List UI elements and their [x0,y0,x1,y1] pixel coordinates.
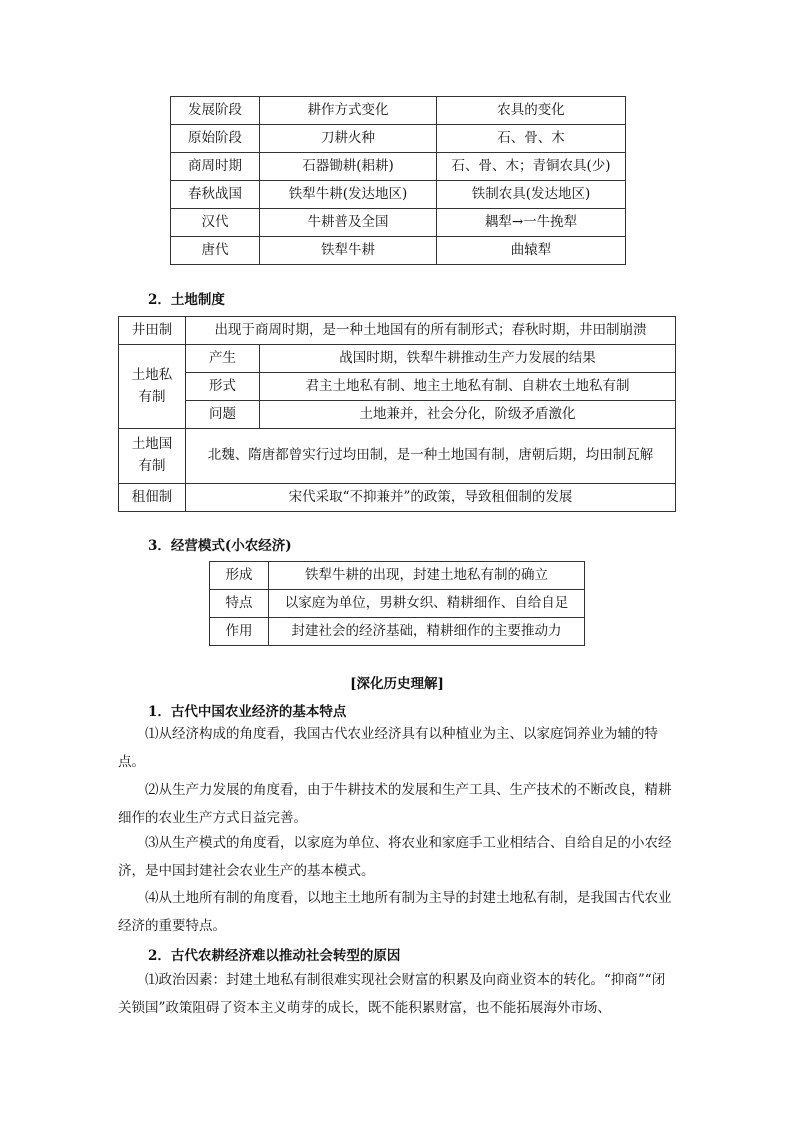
table-row [119,484,676,512]
row-label: 土地国有制 [119,429,186,484]
section-heading-land-system: 2．土地制度 [148,292,225,308]
table-row [119,373,676,401]
table-cell: 牛耕普及全国 [260,209,437,237]
table-cell: 耦犁→一牛挽犁 [437,209,626,237]
table-cell: 唐代 [171,237,260,265]
paragraph: ⑴从经济构成的角度看，我国古代农业经济具有以种植业为主、以家庭饲养业为辅的特点。 [118,726,658,770]
paragraph: ⑶从生产模式的角度看，以家庭为单位、将农业和家庭手工业相结合、自给自足的小农经济，是中国封建社会农业生产的基本模式。 [118,835,672,879]
land-system-table [118,316,676,512]
table-row [171,181,626,209]
table-row [210,562,585,590]
table-cell: 刀耕火种 [260,125,437,153]
row-label: 作用 [210,618,269,646]
sub-label: 问题 [186,401,260,429]
table-cell: 封建社会的经济基础，精耕细作的主要推动力 [269,618,585,646]
table-cell: 北魏、隋唐都曾实行过均田制，是一种土地国有制，唐朝后期，均田制瓦解 [186,429,676,484]
table-row [119,429,676,484]
table-cell: 商周时期 [171,153,260,181]
table-cell: 铁犁牛耕 [260,237,437,265]
header-cell: 发展阶段 [171,97,260,125]
table-cell: 铁犁牛耕(发达地区) [260,181,437,209]
paragraph: ⑷从土地所有制的角度看，以地主土地所有制为主导的封建土地私有制，是我国古代农业经济的重要特点。 [118,890,672,934]
table-cell: 出现于商周时期，是一种土地国有的所有制形式；春秋时期，井田制崩溃 [186,317,676,345]
table-row [119,401,676,429]
table-cell: 铁制农具(发达地区) [437,181,626,209]
table-row [119,345,676,373]
table-cell: 曲辕犁 [437,237,626,265]
farming-development-table [170,96,626,265]
table-cell: 君主土地私有制、地主土地私有制、自耕农土地私有制 [260,373,676,401]
table-cell: 战国时期，铁犁牛耕推动生产力发展的结果 [260,345,676,373]
table-cell: 石、骨、木 [437,125,626,153]
row-label: 租佃制 [119,484,186,512]
table-header-row [171,97,626,125]
table-cell: 铁犁牛耕的出现，封建土地私有制的确立 [269,562,585,590]
point2-heading: 2．古代农耕经济难以推动社会转型的原因 [148,948,401,964]
table-cell: 石器锄耕(耜耕) [260,153,437,181]
table-cell: 石、骨、木；青铜农具(少) [437,153,626,181]
section-heading-business-model: 3．经营模式(小农经济) [148,538,292,554]
table-cell: 春秋战国 [171,181,260,209]
header-cell: 农具的变化 [437,97,626,125]
table-row [171,125,626,153]
row-label: 土地私有制 [119,345,186,429]
row-label: 特点 [210,590,269,618]
table-cell: 以家庭为单位，男耕女织、精耕细作、自给自足 [269,590,585,618]
table-row [171,237,626,265]
header-cell: 耕作方式变化 [260,97,437,125]
table-row [171,209,626,237]
sub-label: 形式 [186,373,260,401]
table-cell: 宋代采取“不抑兼并”的政策，导致租佃制的发展 [186,484,676,512]
table-cell: 原始阶段 [171,125,260,153]
table-cell: 汉代 [171,209,260,237]
table-row [210,618,585,646]
paragraph: ⑵从生产力发展的角度看，由于牛耕技术的发展和生产工具、生产技术的不断改良，精耕细作的农业生产方式日益完善。 [118,782,672,826]
business-model-table [209,561,585,646]
table-row [210,590,585,618]
deepen-understanding-title: [深化历史理解] [350,676,444,692]
table-row [119,317,676,345]
point1-heading: 1．古代中国农业经济的基本特点 [148,704,347,720]
row-label: 形成 [210,562,269,590]
paragraph: ⑴政治因素：封建土地私有制很难实现社会财富的积累及向商业资本的转化。“抑商”“闭关锁国”政策阻碍了资本主义萌芽的成长，既不能积累财富，也不能拓展海外市场、 [118,972,666,1016]
row-label: 井田制 [119,317,186,345]
table-row [171,153,626,181]
sub-label: 产生 [186,345,260,373]
table-cell: 土地兼并，社会分化，阶级矛盾激化 [260,401,676,429]
